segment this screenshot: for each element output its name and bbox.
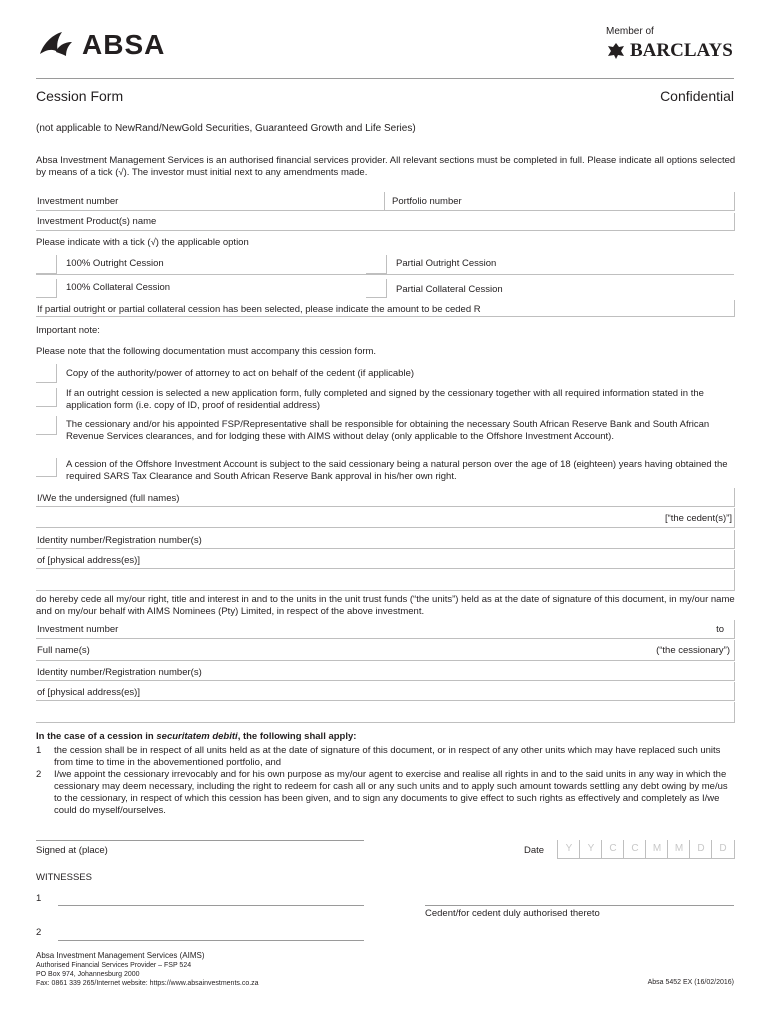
date-box-3[interactable]: C [601,840,624,859]
footer-line-3: PO Box 974, Johannesburg 2000 [36,971,140,978]
doc-note: Please note that the following documentation must accompany this cession form. [36,346,377,357]
witness-1-line[interactable] [58,905,364,906]
opt-100-collateral-label: 100% Collateral Cession [66,282,171,293]
date-box-2[interactable]: Y [579,840,602,859]
doc2-text: If an outright cession is selected a new application form, fully completed and signed by the cessionary together with all required information stated in the application form (i.e. copy of ID, proof of residential address) [66,388,704,411]
opt-partial-collateral-label: Partial Collateral Cession [396,284,503,295]
date-box-5[interactable]: M [645,840,668,859]
full-names-field[interactable] [36,640,735,661]
investment-number-field-2[interactable] [36,620,735,639]
the-cessionary-label: (“the cessionary”) [656,645,730,656]
investment-number-label-2: Investment number [37,624,119,635]
the-cedent-label: [“the cedent(s)”] [664,513,732,524]
checkbox-100-collateral[interactable] [36,279,57,298]
absa-logo [36,28,196,62]
checkbox-doc1[interactable] [36,364,57,383]
witnesses-heading: WITNESSES [36,872,92,883]
portfolio-number-label: Portfolio number [392,196,462,207]
checkbox-partial-collateral[interactable] [366,279,387,298]
securitatem-heading [36,731,356,743]
product-name-label: Investment Product(s) name [37,216,157,227]
form-reference: Absa 5452 EX (16/02/2016) [647,979,734,986]
physical-address-field-2b[interactable] [36,702,735,723]
confidential-label: Confidential [660,88,734,104]
product-name-field[interactable] [36,213,735,231]
footer-line-2: Authorised Financial Services Provider – FSP 524 [36,962,192,969]
date-box-6[interactable]: M [667,840,690,859]
identity-field-2[interactable] [36,662,735,681]
important-note: Important note: [36,325,100,336]
checkbox-partial-outright[interactable] [366,255,387,274]
securitatem-italic: securitatem debiti [156,731,238,742]
partial-amount-label: If partial outright or partial collateral cession has been selected, please indicate the amount to be ceded R [37,304,481,315]
clause1-number: 1 [36,745,42,756]
absa-logo-text: ABSA [82,29,166,60]
witness-2-line[interactable] [58,940,364,941]
physical-address-label-1: of [physical address(es)] [37,555,140,566]
cede-text: do hereby cede all my/our right, title and interest in and to the units in the unit trust funds (“the units”) held as at the date of signature of this document, in my/our name and on my/our behalf with AIMS Nominees (Pty) Limited, in respect of the above investment. [36,594,735,617]
clause2-text: I/we appoint the cessionary irrevocably and for his own purpose as my/our agent to exercise and realise all rights in and to the said units in any way in which the cessionary may deem necessary, including the right to redeem for cash all or any such units and to apply such amount towards settling any debt owing by me/us to the cessionary, in respect of which this cession has been given, and to sign any documents to give effect to such rights as effectively and completely as I/we could do myself/ourselves. [54,769,728,816]
physical-address-field-2[interactable] [36,682,735,701]
date-box-8[interactable]: D [711,840,735,859]
header-rule [36,78,734,79]
identity-label-1: Identity number/Registration number(s) [37,535,202,546]
undersigned-label: I/We the undersigned (full names) [37,493,180,504]
form-subtitle: (not applicable to NewRand/NewGold Securities, Guaranteed Growth and Life Series) [36,123,416,134]
doc1-text: Copy of the authority/power of attorney to act on behalf of the cedent (if applicable) [66,368,415,379]
barclays-text: BARCLAYS [630,40,733,61]
opt-partial-outright-label: Partial Outright Cession [396,258,497,269]
field-divider [384,192,385,210]
investment-number-label: Investment number [37,196,119,207]
physical-address-field-1[interactable] [36,550,735,569]
witness-2-number: 2 [36,927,42,938]
doc3-text: The cessionary and/or his appointed FSP/Representative shall be responsible for obtaining the necessary South African Reserve Bank and South African Revenue Services clearances, and for lodging these with AIMS without delay (only applicable to the Offshore Investment Account). [66,419,710,442]
identity-label-2: Identity number/Registration number(s) [37,667,202,678]
physical-address-label-2: of [physical address(es)] [37,687,140,698]
to-label: to [716,624,724,635]
partial-amount-field[interactable] [36,300,735,317]
witness-1-number: 1 [36,893,42,904]
cedent-signature-line[interactable] [425,905,734,906]
date-box-7[interactable]: D [689,840,712,859]
checkbox-doc3[interactable] [36,416,57,435]
footer-block [36,951,259,988]
member-of-label: Member of [606,26,654,37]
investment-number-field[interactable] [36,192,735,211]
footer-line-4: Fax: 0861 339 265/Internet website: https://www.absainvestments.co.za [36,980,259,987]
clause2-number: 2 [36,769,42,780]
option-rule [36,274,734,275]
date-box-4[interactable]: C [623,840,646,859]
form-title: Cession Form [36,88,124,104]
undersigned-field[interactable] [36,488,735,507]
signed-at-label: Signed at (place) [36,845,108,856]
doc4-text: A cession of the Offshore Investment Account is subject to the said cessionary being a natural person over the age of 18 (eighteen) years having obtained the required SARS Tax Clearance and South African Reserve Bank approval in his/her own right. [66,459,728,482]
intro-text: Absa Investment Management Services is an authorised financial services provider. All relevant sections must be completed in full. Please indicate all options selected by means of a tick (√). The investor must initial next to any amendments made. [36,155,736,178]
identity-field-1[interactable] [36,530,735,549]
securitatem-pre: In the case of a cession in [36,731,157,742]
absa-logo-icon [36,28,76,62]
cedent-signature-label: Cedent/for cedent duly authorised thereto [425,908,600,919]
checkbox-doc2[interactable] [36,388,57,407]
signed-at-line[interactable] [36,840,364,841]
opt-100-outright-label: 100% Outright Cession [66,258,164,269]
physical-address-field-1b[interactable] [36,570,735,591]
clause1-text: the cession shall be in respect of all units held as at the date of signature of this document, or in respect of any other units which may have replaced such units from time to time in the abovementioned portfolio, and [54,745,721,768]
footer-line-1: Absa Investment Management Services (AIMS) [36,951,205,960]
cedent-name-field[interactable] [36,508,735,528]
date-box-1[interactable]: Y [557,840,580,859]
barclays-logo [606,40,736,62]
date-label: Date [524,845,545,856]
checkbox-doc4[interactable] [36,458,57,477]
securitatem-post: , the following shall apply: [237,731,357,742]
checkbox-100-outright[interactable] [36,255,57,274]
tick-instruction: Please indicate with a tick (√) the applicable option [36,237,249,248]
full-names-label: Full name(s) [37,645,90,656]
eagle-icon [606,41,626,61]
